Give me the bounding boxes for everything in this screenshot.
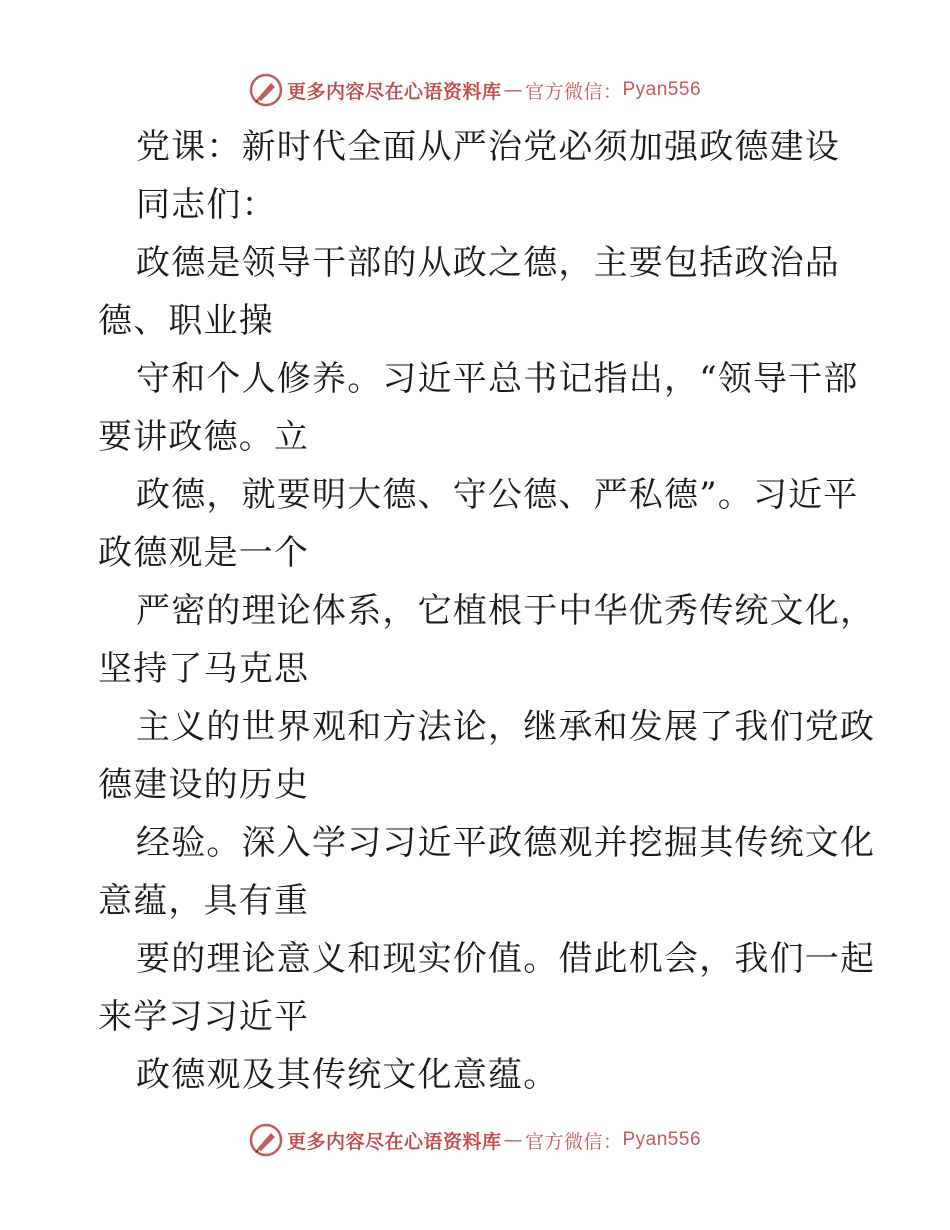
footer-watermark [0, 1120, 950, 1160]
text-line: 经验。深入学习习近平政德观并挖掘其传统文化 [136, 823, 876, 863]
text-line: 严密的理论体系，它植根于中华优秀传统文化， [136, 591, 876, 631]
text-line: 政德是领导干部的从政之德，主要包括政治品 [136, 243, 840, 283]
text-line: 同志们： [136, 185, 277, 225]
text-line: 意蕴，具有重 [98, 881, 310, 921]
wechat-label: 官方微信： [524, 1130, 623, 1153]
separator: — [503, 1129, 523, 1151]
text-line: 要的理论意义和现实价值。借此机会，我们一起 [136, 939, 876, 979]
text-line: 党课：新时代全面从严治党必须加强政德建设 [136, 127, 840, 167]
header-watermark [0, 70, 950, 110]
wechat-label: 官方微信： [524, 80, 623, 103]
text-line: 政德观及其传统文化意蕴。 [136, 1055, 559, 1095]
wechat-id: Pyan556 [622, 79, 702, 100]
text-line: 德建设的历史 [98, 765, 310, 805]
site-name: 更多内容尽在心语资料库 [286, 80, 502, 103]
text-line: 要讲政德。立 [98, 417, 310, 457]
wechat-id: Pyan556 [622, 1129, 702, 1150]
text-line: 坚持了马克思 [98, 649, 310, 689]
text-line: 政德观是一个 [98, 533, 310, 573]
pen-logo-icon [249, 1123, 283, 1157]
site-name: 更多内容尽在心语资料库 [286, 1130, 502, 1153]
pen-logo-icon [249, 73, 283, 107]
text-line: 德、职业操 [98, 301, 274, 341]
text-line: 主义的世界观和方法论，继承和发展了我们党政 [136, 707, 876, 747]
document-body [98, 118, 876, 1104]
text-line: 来学习习近平 [98, 997, 310, 1037]
text-line: 守和个人修养。习近平总书记指出，“领导干部 [136, 359, 859, 399]
separator: — [503, 79, 523, 101]
text-line: 政德，就要明大德、守公德、严私德”。习近平 [136, 475, 859, 515]
